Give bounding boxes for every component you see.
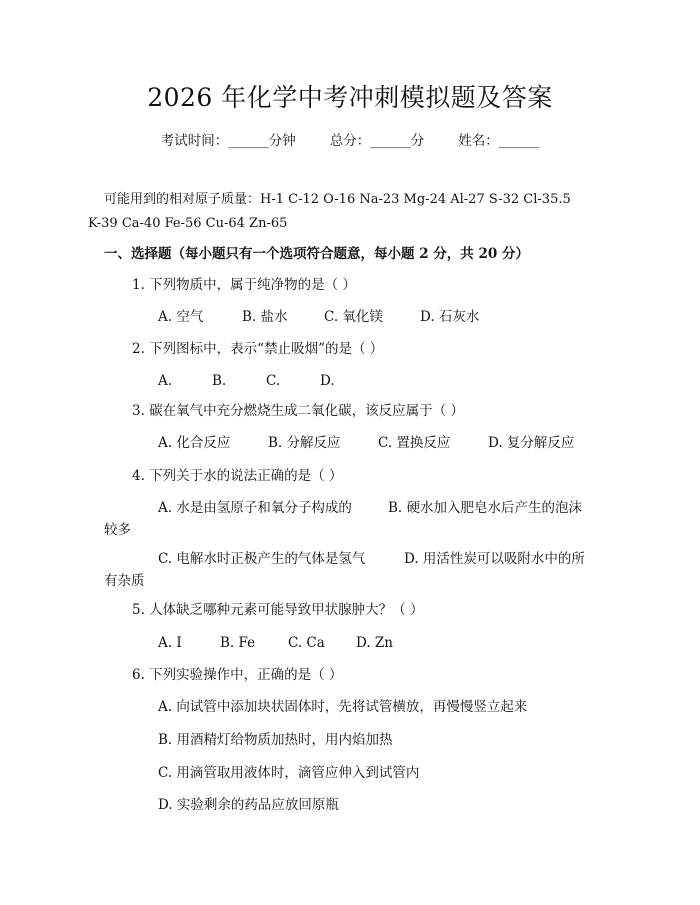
option-b: B. 分解反应 xyxy=(268,435,341,451)
option-b: B. xyxy=(212,373,227,389)
question-1-options xyxy=(158,306,479,328)
exam-time-field: 考试时间：______分钟 xyxy=(160,133,296,149)
question-4-row1 xyxy=(158,497,582,519)
option-b: B. 硬水加入肥皂水后产生的泡沫 xyxy=(388,500,583,516)
question-6-stem: 6. 下列实验操作中，正确的是（ ） xyxy=(132,667,343,683)
exam-header-info xyxy=(0,130,700,152)
option-d: D. 石灰水 xyxy=(420,309,480,325)
student-name-field: 姓名：______ xyxy=(458,133,540,149)
atomic-masses-line1: 可能用到的相对原子质量：H-1 C-12 O-16 Na-23 Mg-24 Al-27 S-32 Cl-35.5 xyxy=(104,192,571,207)
option-d: D. xyxy=(320,373,335,389)
atomic-masses-line2: K-39 Ca-40 Fe-56 Cu-64 Zn-65 xyxy=(88,216,288,231)
option-a: A. 化合反应 xyxy=(158,435,231,451)
question-3-options xyxy=(158,432,574,454)
option-b: B. Fe xyxy=(220,635,256,651)
question-4-stem: 4. 下列关于水的说法正确的是（ ） xyxy=(132,468,343,484)
option-c: C. xyxy=(266,373,281,389)
option-a: A. I xyxy=(158,635,182,651)
question-1-stem: 1. 下列物质中，属于纯净物的是（ ） xyxy=(132,277,356,293)
option-d: D. Zn xyxy=(356,635,393,651)
option-a: A. 水是由氢原子和氧分子构成的 xyxy=(158,500,352,516)
question-4-row2 xyxy=(158,548,585,570)
option-c: C. 氧化镁 xyxy=(324,309,383,325)
question-2-stem: 2. 下列图标中，表示“禁止吸烟”的是（ ） xyxy=(132,341,384,357)
option-b-wrap: 较多 xyxy=(104,522,131,538)
question-6-option-d: D. 实验剩余的药品应放回原瓶 xyxy=(158,797,339,813)
option-d: D. 复分解反应 xyxy=(488,435,575,451)
total-score-field: 总分：______分 xyxy=(329,133,425,149)
question-5-options xyxy=(158,632,393,654)
question-6-option-c: C. 用滴管取用液体时，滴管应伸入到试管内 xyxy=(158,765,420,781)
page-title: 2026 年化学中考冲刺模拟题及答案 xyxy=(147,83,553,112)
question-3-stem: 3. 碳在氧气中充分燃烧生成二氧化碳，该反应属于（ ） xyxy=(132,403,464,419)
question-6-option-a: A. 向试管中添加块状固体时，先将试管横放，再慢慢竖立起来 xyxy=(158,699,528,715)
option-c: C. Ca xyxy=(288,635,325,651)
question-6-option-b: B. 用酒精灯给物质加热时，用内焰加热 xyxy=(158,732,393,748)
atomic-masses xyxy=(88,188,694,236)
question-5-stem: 5. 人体缺乏哪种元素可能导致甲状腺肿大？（ ） xyxy=(132,602,424,618)
option-b: B. 盐水 xyxy=(242,309,288,325)
option-d-wrap: 有杂质 xyxy=(104,573,145,589)
option-c: C. 电解水时正极产生的气体是氢气 xyxy=(158,551,366,567)
question-2-options xyxy=(158,370,335,392)
option-a: A. 空气 xyxy=(158,309,204,325)
section-heading: 一、选择题（每小题只有一个选项符合题意，每小题 2 分，共 20 分） xyxy=(104,246,529,262)
option-d: D. 用活性炭可以吸附水中的所 xyxy=(404,551,585,567)
option-c: C. 置换反应 xyxy=(378,435,451,451)
option-a: A. xyxy=(158,373,173,389)
